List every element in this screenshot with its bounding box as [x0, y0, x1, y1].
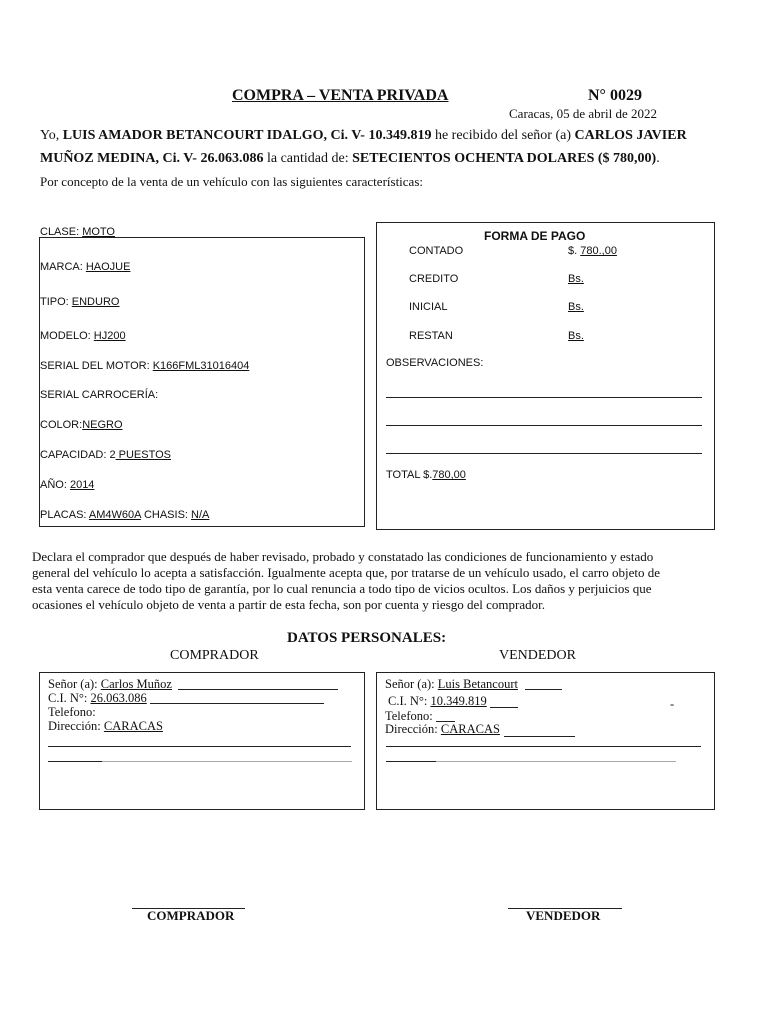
field-value: NEGRO: [82, 419, 123, 431]
field-label: TIPO:: [40, 296, 72, 308]
buyer-name: CARLOS JAVIER: [574, 128, 687, 143]
payment-contado-value: [568, 245, 617, 257]
vehicle-color: [40, 419, 123, 431]
field-label: SERIAL CARROCERÍA:: [40, 389, 159, 401]
field-label: CHASIS:: [140, 509, 192, 521]
buyer-identity: MUÑOZ MEDINA, Ci. V- 26.063.086: [40, 151, 264, 166]
observaciones-line-2: [386, 425, 702, 426]
total-label: TOTAL $.: [386, 469, 433, 481]
field-value: MOTO: [82, 226, 115, 238]
payment-credito-value: [568, 273, 584, 285]
payment-total: [386, 469, 466, 481]
vehicle-modelo: [40, 330, 126, 342]
field-label: Dirección:: [385, 722, 441, 736]
buyer-senor: [48, 677, 172, 692]
field-label: C.I. N°:: [48, 691, 91, 705]
amount-value: 780.,00: [580, 245, 617, 257]
declaration-line-3: esta venta carece de todo tipo de garantía, por lo cual renuncia a todo tipo de vicios ocultos. Los daños y perjuicios que: [32, 581, 652, 596]
seller-line-2-dark: [386, 761, 436, 762]
field-value: HAOJUE: [85, 261, 131, 273]
buyer-direccion: [48, 719, 163, 734]
field-value: Carlos Muñoz: [100, 677, 172, 691]
document-number: N° 0029: [588, 87, 642, 104]
seller-box: [376, 672, 715, 810]
field-value: HJ200: [93, 330, 126, 342]
field-value: 2014: [69, 479, 95, 491]
intro-line-3: Por concepto de la venta de un vehículo con las siguientes características:: [40, 174, 423, 189]
payment-title: FORMA DE PAGO: [484, 229, 586, 243]
seller-ci-line: [490, 707, 518, 708]
vehicle-tipo: [40, 296, 119, 308]
total-value: 780,00: [432, 469, 466, 481]
payment-inicial-value: [568, 301, 584, 313]
seller-heading: VENDEDOR: [499, 648, 576, 663]
buyer-senor-line: [178, 689, 338, 690]
field-value: AM4W60A: [88, 509, 141, 521]
seller-signature-label: VENDEDOR: [526, 908, 601, 923]
field-value: K166FML31016404: [152, 360, 250, 372]
field-label: MARCA:: [40, 261, 86, 273]
observaciones-line-1: [386, 397, 702, 398]
personal-data-title: DATOS PERSONALES:: [287, 630, 447, 646]
currency-label: $.: [568, 245, 581, 257]
observaciones-label: OBSERVACIONES:: [386, 357, 484, 369]
buyer-ci-line: [150, 703, 324, 704]
currency-label: Bs.: [568, 273, 584, 285]
field-label: SERIAL DEL MOTOR:: [40, 360, 153, 372]
buyer-heading: COMPRADOR: [170, 648, 259, 663]
intro-text: .: [656, 151, 660, 166]
currency-label: Bs.: [568, 330, 584, 342]
buyer-signature-label: COMPRADOR: [147, 908, 235, 923]
vehicle-marca: [40, 261, 130, 273]
field-label: Telefono:: [48, 705, 96, 719]
seller-senor-line: [525, 689, 562, 690]
seller-direccion-line: [504, 736, 575, 737]
payment-restan-label: RESTAN: [409, 330, 453, 342]
seller-identity: LUIS AMADOR BETANCOURT IDALGO, Ci. V- 10.349.819: [62, 128, 432, 143]
field-label: Señor (a):: [385, 677, 438, 691]
payment-box: [376, 222, 715, 530]
seller-senor: [385, 677, 518, 692]
buyer-ci: [48, 691, 147, 706]
field-label: Telefono:: [385, 709, 433, 723]
field-value: 10.349.819: [430, 694, 487, 708]
currency-label: Bs.: [568, 301, 584, 313]
field-label: PLACAS:: [40, 509, 89, 521]
buyer-telefono: [48, 705, 96, 720]
vehicle-motor: [40, 360, 249, 372]
field-value: PUESTOS: [115, 449, 172, 461]
document-title: COMPRA – VENTA PRIVADA: [232, 87, 449, 104]
vehicle-placas: [40, 509, 209, 521]
seller-direccion: [385, 722, 500, 737]
field-label: AÑO:: [40, 479, 70, 491]
vehicle-carroceria: [40, 389, 158, 401]
seller-ci: [388, 694, 487, 709]
field-label: CAPACIDAD: 2: [40, 449, 116, 461]
field-label: Dirección:: [48, 719, 104, 733]
field-value: CARACAS: [103, 719, 163, 733]
vehicle-anio: [40, 479, 94, 491]
vehicle-clase: [40, 226, 115, 238]
amount-text: SETECIENTOS OCHENTA DOLARES ($ 780,00): [352, 151, 657, 166]
intro-line-1: [40, 128, 687, 144]
buyer-line-1: [48, 746, 351, 747]
field-label: Señor (a):: [48, 677, 101, 691]
seller-line-1: [386, 746, 701, 747]
declaration-line-1: Declara el comprador que después de haber revisado, probado y constatado las condiciones de funcionamiento y estado: [32, 549, 654, 564]
intro-text: Yo,: [40, 128, 63, 143]
declaration-line-2: general del vehículo lo acepta a satisfacción. Igualmente acepta que, por tratarse de un vehículo usado, el carro objeto de: [32, 565, 661, 580]
buyer-line-2-dark: [48, 761, 102, 762]
intro-text: he recibido del señor (a): [431, 128, 575, 143]
intro-text: la cantidad de:: [263, 151, 353, 166]
field-label: MODELO:: [40, 330, 94, 342]
field-value: 26.063.086: [90, 691, 147, 705]
place-date: Caracas, 05 de abril de 2022: [509, 106, 658, 121]
field-label: CLASE:: [40, 226, 83, 238]
field-value: ENDURO: [71, 296, 120, 308]
field-value: CARACAS: [440, 722, 500, 736]
field-label: COLOR:: [40, 419, 83, 431]
declaration-line-4: ocasiones el vehículo objeto de venta a partir de esta fecha, son por cuenta y riesgo del comprador.: [32, 597, 545, 612]
payment-credito-label: CREDITO: [409, 273, 459, 285]
field-value: Luis Betancourt: [437, 677, 518, 691]
field-label: C.I. N°:: [388, 694, 431, 708]
payment-contado-label: CONTADO: [409, 245, 464, 257]
observaciones-line-3: [386, 453, 702, 454]
payment-inicial-label: INICIAL: [409, 301, 448, 313]
field-value: N/A: [191, 509, 210, 521]
intro-line-2: [40, 151, 660, 167]
vehicle-capacidad: [40, 449, 171, 461]
seller-dash: -: [670, 697, 675, 711]
payment-restan-value: [568, 330, 584, 342]
